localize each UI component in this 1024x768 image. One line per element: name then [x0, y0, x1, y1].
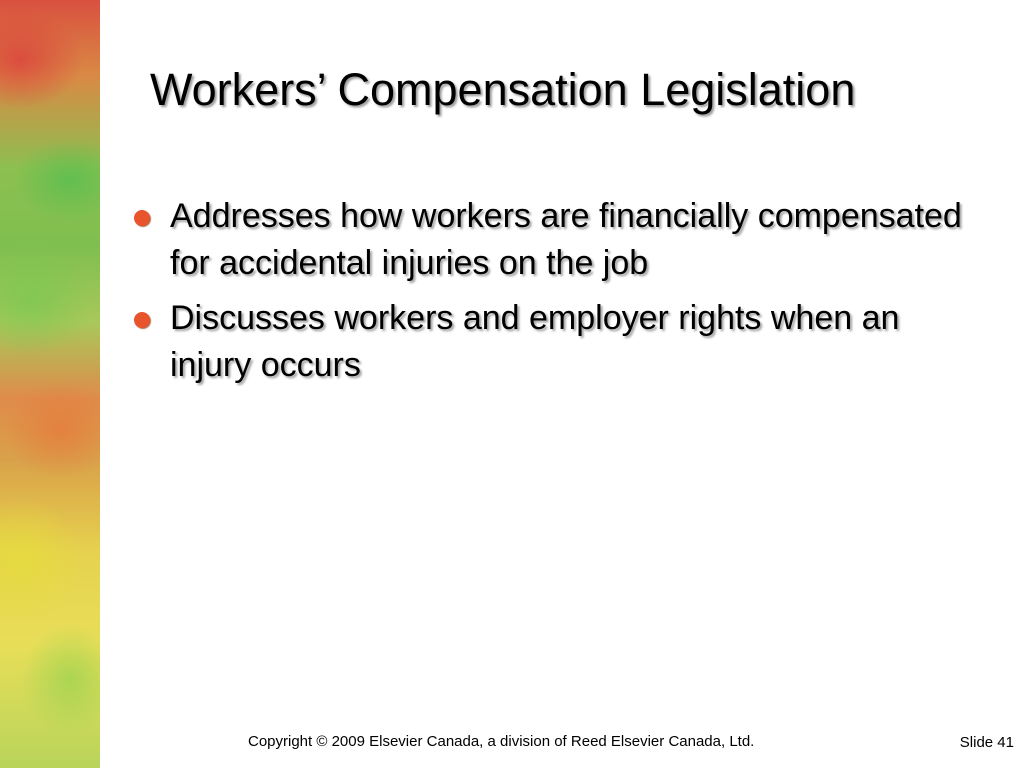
- decorative-side-stripe: [0, 0, 100, 768]
- bullet-item: [130, 193, 990, 287]
- slide-title: Workers’ Compensation Legislation: [150, 64, 856, 115]
- bullet-item: [130, 295, 990, 389]
- bullet-dot-icon: [134, 312, 150, 328]
- slide-number: Slide 41: [959, 734, 1014, 751]
- bullet-list: [130, 193, 990, 397]
- bullet-text: Discusses workers and employer rights when an injury occurs: [170, 299, 900, 384]
- bullet-dot-icon: [134, 210, 150, 226]
- bullet-text: Addresses how workers are financially compensated for accidental injuries on the job: [170, 197, 962, 282]
- footer-copyright: Copyright © 2009 Elsevier Canada, a division of Reed Elsevier Canada, Ltd.: [248, 733, 755, 750]
